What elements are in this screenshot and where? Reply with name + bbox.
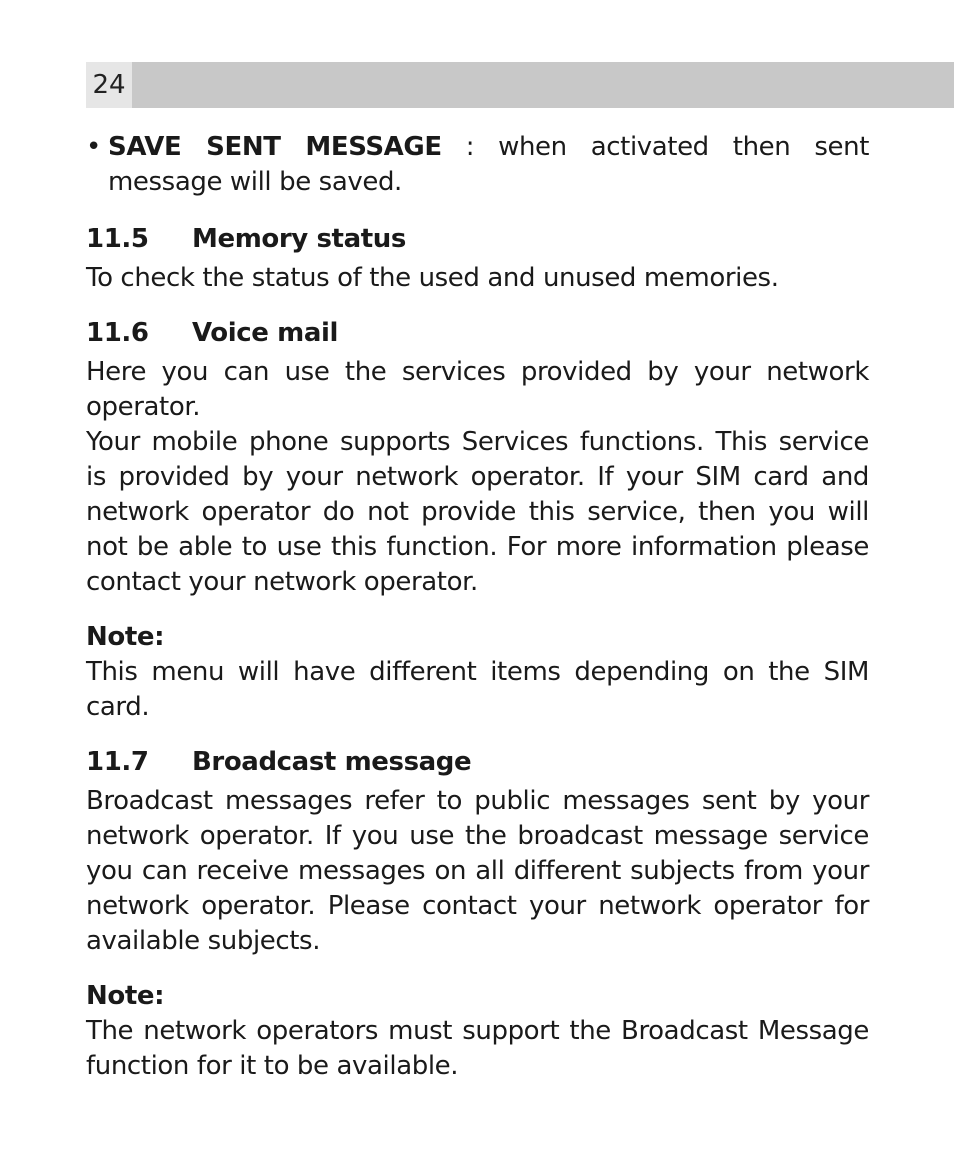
page-number: 24 bbox=[86, 62, 132, 108]
note-label: Note: bbox=[86, 622, 165, 652]
note-text: This menu will have different items depending on the SIM card. bbox=[86, 657, 869, 722]
section-paragraph: Broadcast messages refer to public messages sent by your network operator. If you use the broadcast message service you can receive messages on all different subjects from your network operator. Please contact your network operator for available subjects. bbox=[86, 786, 869, 956]
section-title: Memory status bbox=[192, 224, 406, 254]
section-title: Voice mail bbox=[192, 318, 339, 348]
section-number: 11.6 bbox=[86, 318, 149, 348]
section-title: Broadcast message bbox=[192, 747, 472, 777]
page-content bbox=[86, 130, 869, 1084]
note-label: Note: bbox=[86, 981, 165, 1011]
section-number: 11.7 bbox=[86, 747, 149, 777]
bullet-dot-icon: • bbox=[86, 132, 101, 162]
section-paragraph: Here you can use the services provided by your network operator. bbox=[86, 357, 869, 422]
section-heading-broadcast-message bbox=[86, 745, 869, 780]
section-paragraph: To check the status of the used and unused memories. bbox=[86, 263, 779, 293]
section-paragraph: Your mobile phone supports Services functions. This service is provided by your network operator. If your SIM card and network operator do not provide this service, then you will not be able to use this function. For more information please contact your network operator. bbox=[86, 427, 869, 597]
bullet-save-sent-message bbox=[86, 130, 869, 200]
section-heading-voice-mail bbox=[86, 316, 869, 351]
bullet-term: SAVE SENT MESSAGE bbox=[108, 132, 442, 162]
section-number: 11.5 bbox=[86, 224, 149, 254]
bullet-description: : when activated then sent message will be saved. bbox=[108, 132, 869, 197]
page-header-bar bbox=[86, 62, 954, 108]
note-text: The network operators must support the Broadcast Message function for it to be available. bbox=[86, 1016, 869, 1081]
section-heading-memory-status bbox=[86, 222, 869, 257]
